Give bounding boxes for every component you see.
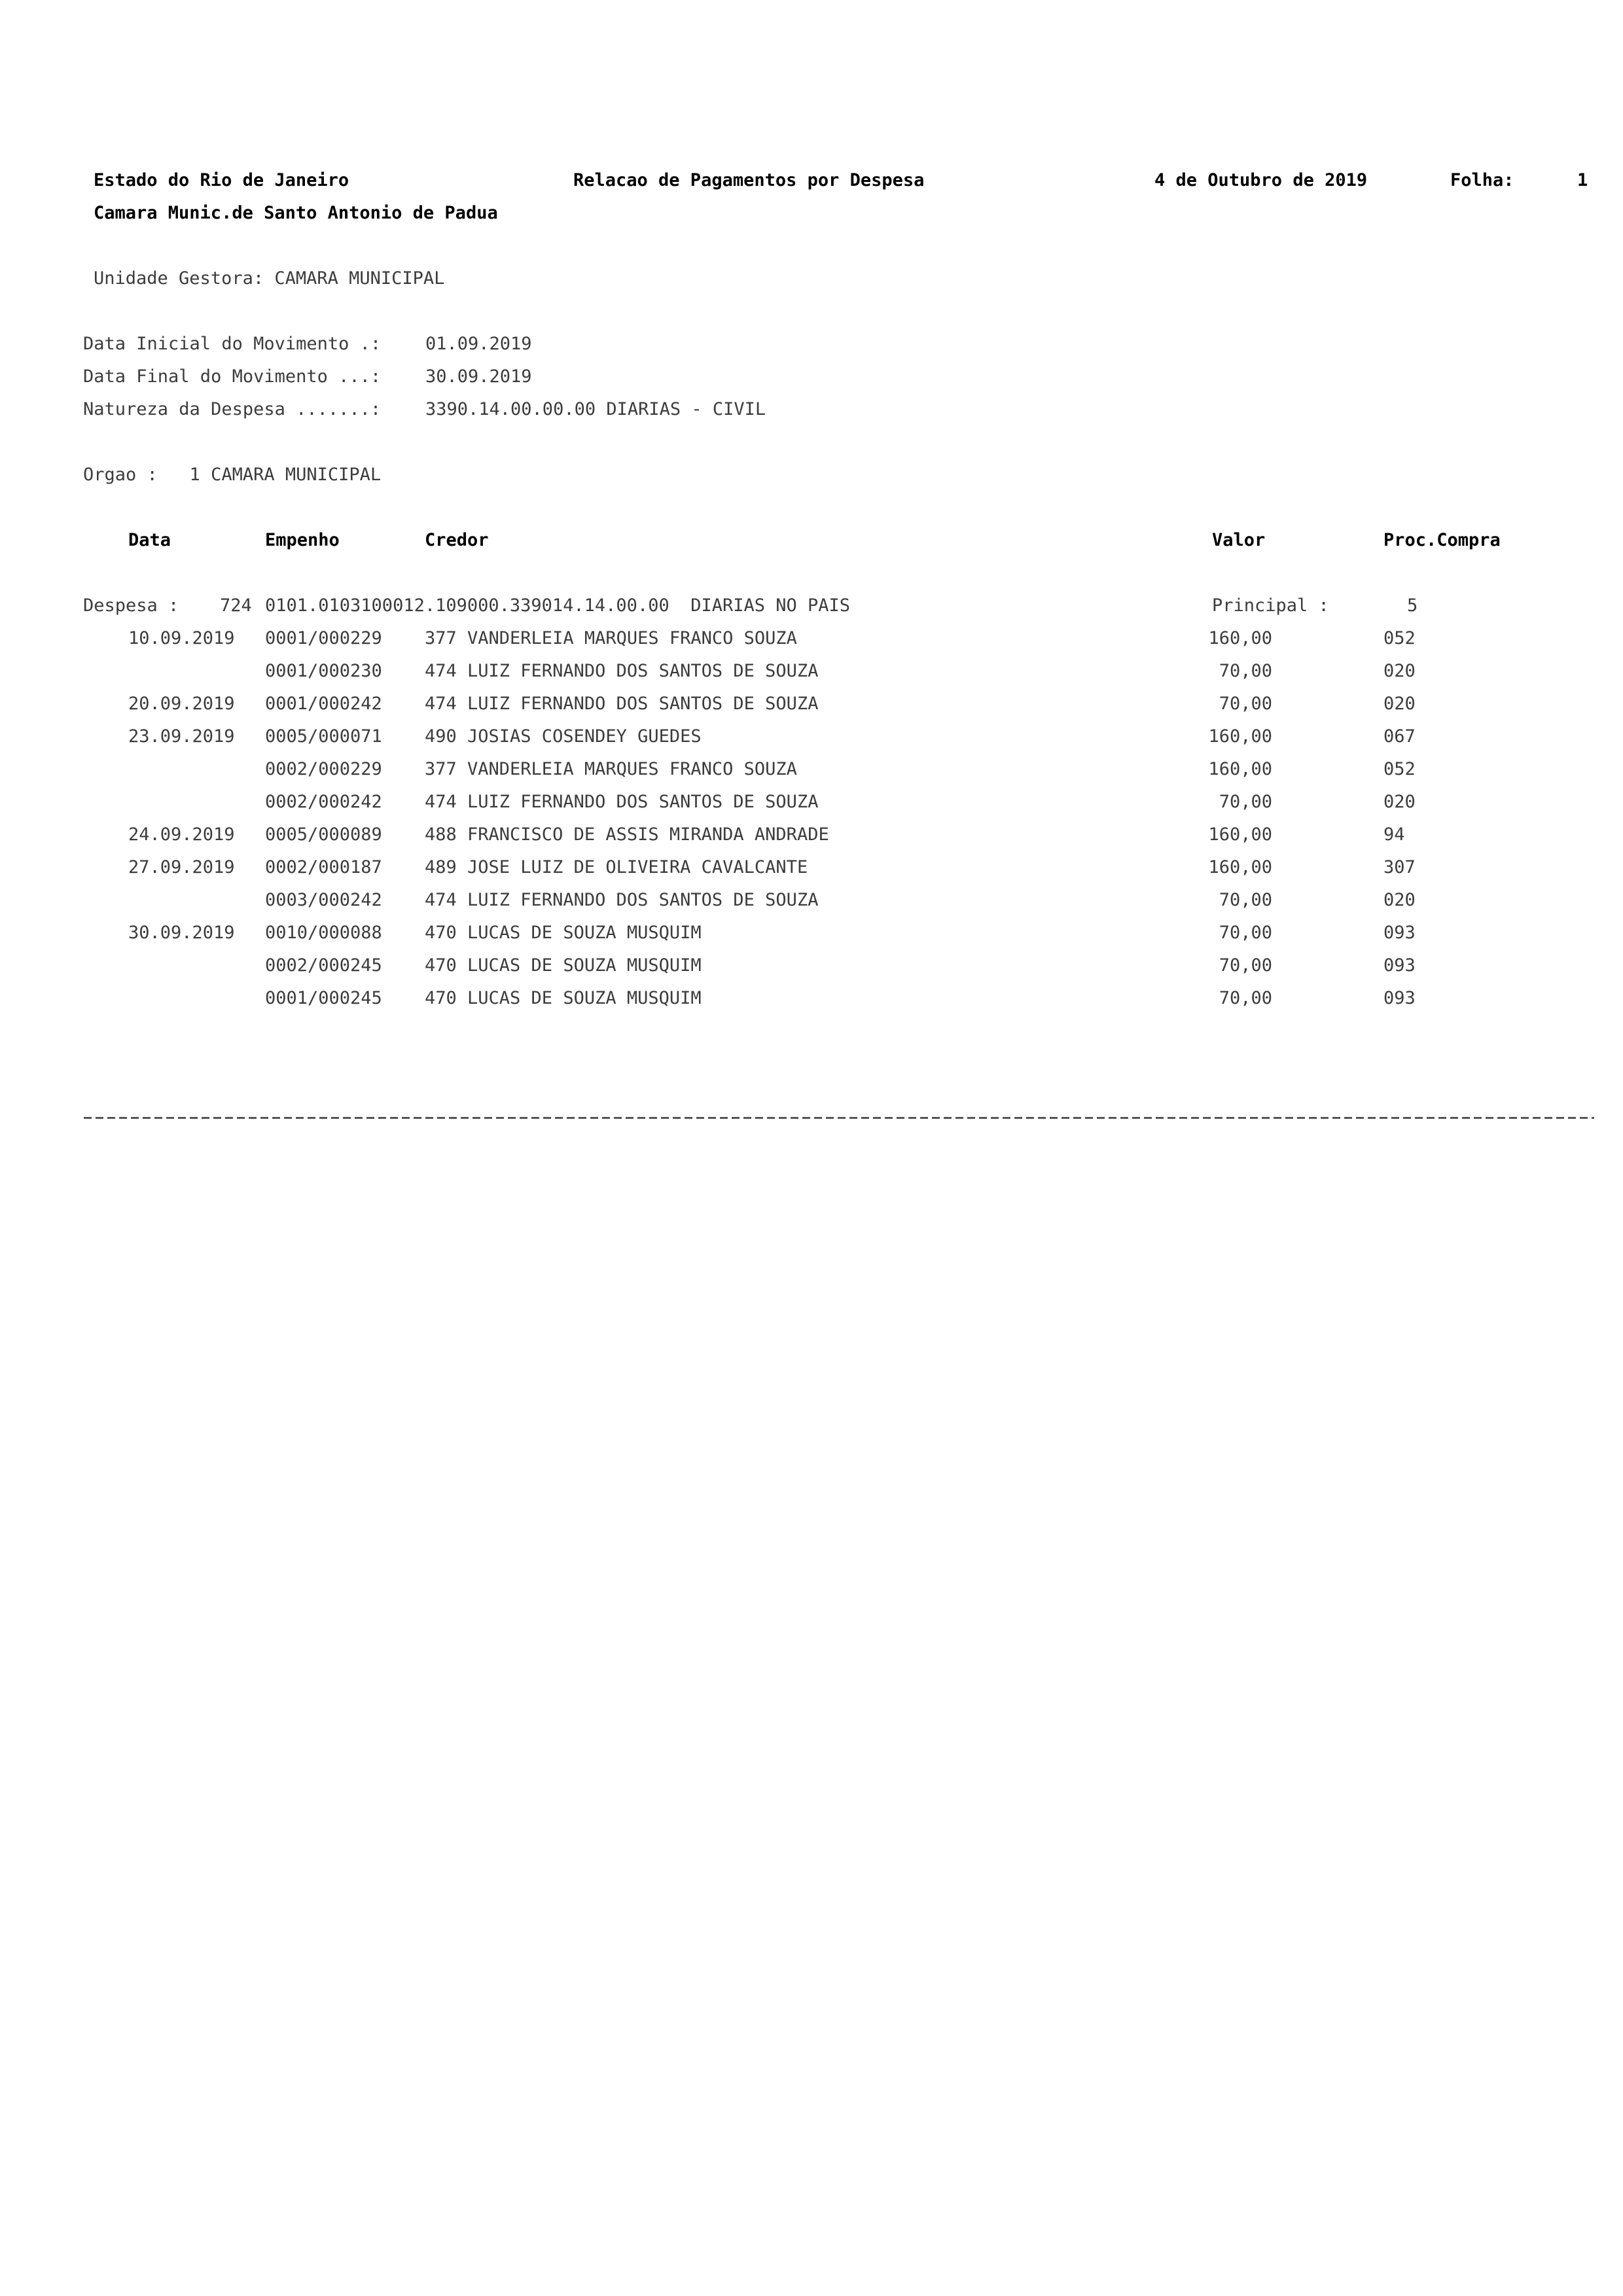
row-credor: 470 LUCAS DE SOUZA MUSQUIM xyxy=(425,988,702,1008)
row-valor: 160,00 xyxy=(1208,726,1272,747)
row-proc-compra: 020 xyxy=(1383,890,1416,910)
state-name: Estado do Rio de Janeiro xyxy=(94,170,349,190)
row-credor: 488 FRANCISCO DE ASSIS MIRANDA ANDRADE xyxy=(425,824,829,845)
row-valor: 160,00 xyxy=(1208,628,1272,648)
column-header-empenho: Empenho xyxy=(265,530,340,550)
report-date: 4 de Outubro de 2019 xyxy=(1154,170,1368,190)
row-date: 23.09.2019 xyxy=(128,726,235,747)
row-empenho: 0002/000229 xyxy=(265,759,382,779)
row-valor: 70,00 xyxy=(1219,955,1272,976)
dashed-separator xyxy=(84,1117,1594,1119)
row-date: 24.09.2019 xyxy=(128,824,235,845)
sheet-number: 1 xyxy=(1577,170,1588,190)
report-title: Relacao de Pagamentos por Despesa xyxy=(573,170,925,190)
column-header-valor: Valor xyxy=(1212,530,1266,550)
row-proc-compra: 093 xyxy=(1383,923,1416,943)
row-credor: 474 LUIZ FERNANDO DOS SANTOS DE SOUZA xyxy=(425,661,819,681)
row-empenho: 0001/000242 xyxy=(265,694,382,714)
row-empenho: 0002/000242 xyxy=(265,792,382,812)
row-valor: 70,00 xyxy=(1219,792,1272,812)
row-valor: 70,00 xyxy=(1219,694,1272,714)
row-proc-compra: 020 xyxy=(1383,792,1416,812)
row-date: 10.09.2019 xyxy=(128,628,235,648)
column-header-credor: Credor xyxy=(425,530,489,550)
row-valor: 160,00 xyxy=(1208,759,1272,779)
data-final-value: 30.09.2019 xyxy=(425,366,532,387)
row-proc-compra: 307 xyxy=(1383,857,1416,877)
principal-value: 5 xyxy=(1407,595,1418,616)
row-credor: 490 JOSIAS COSENDEY GUEDES xyxy=(425,726,702,747)
row-proc-compra: 052 xyxy=(1383,628,1416,648)
row-valor: 70,00 xyxy=(1219,661,1272,681)
principal-label: Principal : xyxy=(1212,595,1329,616)
column-header-data: Data xyxy=(128,530,171,550)
row-valor: 70,00 xyxy=(1219,988,1272,1008)
row-valor: 160,00 xyxy=(1208,824,1272,845)
row-empenho: 0002/000245 xyxy=(265,955,382,976)
natureza-value: 3390.14.00.00.00 DIARIAS - CIVIL xyxy=(425,399,766,419)
row-credor: 377 VANDERLEIA MARQUES FRANCO SOUZA xyxy=(425,628,797,648)
row-valor: 160,00 xyxy=(1208,857,1272,877)
row-proc-compra: 020 xyxy=(1383,694,1416,714)
row-proc-compra: 093 xyxy=(1383,955,1416,976)
row-empenho: 0010/000088 xyxy=(265,923,382,943)
row-credor: 470 LUCAS DE SOUZA MUSQUIM xyxy=(425,955,702,976)
row-empenho: 0005/000071 xyxy=(265,726,382,747)
row-proc-compra: 94 xyxy=(1383,824,1405,845)
row-proc-compra: 020 xyxy=(1383,661,1416,681)
row-empenho: 0002/000187 xyxy=(265,857,382,877)
row-credor: 474 LUIZ FERNANDO DOS SANTOS DE SOUZA xyxy=(425,694,819,714)
row-credor: 489 JOSE LUIZ DE OLIVEIRA CAVALCANTE xyxy=(425,857,808,877)
row-empenho: 0005/000089 xyxy=(265,824,382,845)
row-empenho: 0003/000242 xyxy=(265,890,382,910)
column-header-proc-compra: Proc.Compra xyxy=(1383,530,1501,550)
despesa-number: 724 xyxy=(220,595,252,616)
row-date: 27.09.2019 xyxy=(128,857,235,877)
natureza-label: Natureza da Despesa .......: xyxy=(83,399,382,419)
row-date: 20.09.2019 xyxy=(128,694,235,714)
row-credor: 474 LUIZ FERNANDO DOS SANTOS DE SOUZA xyxy=(425,890,819,910)
data-inicial-value: 01.09.2019 xyxy=(425,334,532,354)
row-credor: 470 LUCAS DE SOUZA MUSQUIM xyxy=(425,923,702,943)
row-valor: 70,00 xyxy=(1219,923,1272,943)
row-empenho: 0001/000245 xyxy=(265,988,382,1008)
row-proc-compra: 052 xyxy=(1383,759,1416,779)
row-valor: 70,00 xyxy=(1219,890,1272,910)
row-proc-compra: 067 xyxy=(1383,726,1416,747)
row-credor: 474 LUIZ FERNANDO DOS SANTOS DE SOUZA xyxy=(425,792,819,812)
despesa-label: Despesa : xyxy=(83,595,179,616)
row-credor: 377 VANDERLEIA MARQUES FRANCO SOUZA xyxy=(425,759,797,779)
orgao: Orgao : 1 CAMARA MUNICIPAL xyxy=(83,465,382,485)
row-date: 30.09.2019 xyxy=(128,923,235,943)
data-inicial-label: Data Inicial do Movimento .: xyxy=(83,334,382,354)
data-final-label: Data Final do Movimento ...: xyxy=(83,366,382,387)
entity-name: Camara Munic.de Santo Antonio de Padua xyxy=(94,203,498,223)
row-proc-compra: 093 xyxy=(1383,988,1416,1008)
row-empenho: 0001/000230 xyxy=(265,661,382,681)
sheet-label: Folha: xyxy=(1450,170,1514,190)
unidade-gestora: Unidade Gestora: CAMARA MUNICIPAL xyxy=(94,268,445,289)
despesa-code: 0101.0103100012.109000.339014.14.00.00 DIARIAS NO PAIS xyxy=(265,595,851,616)
row-empenho: 0001/000229 xyxy=(265,628,382,648)
